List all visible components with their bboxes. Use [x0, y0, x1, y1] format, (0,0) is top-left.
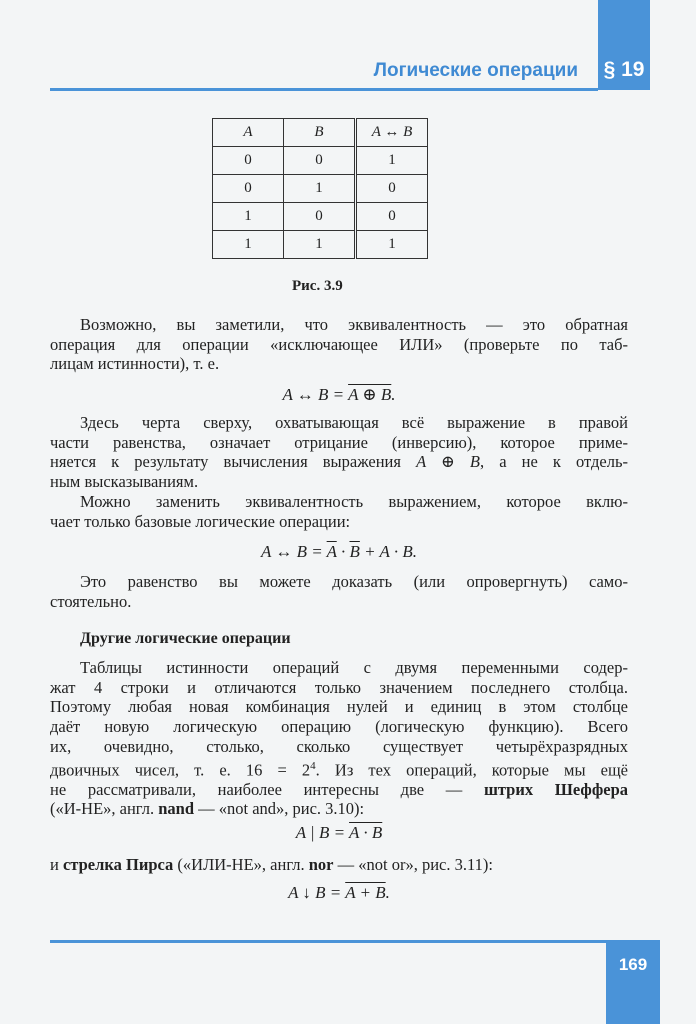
text-line	[50, 737, 628, 757]
section-heading: Другие логические операции	[80, 630, 291, 647]
text-run: .	[385, 883, 390, 902]
bold-term: nand	[158, 799, 194, 819]
text-run: жат 4 строки и отличаются только значением последнего столбца.	[50, 677, 628, 697]
overlined-expression: $\overline{A}$	[326, 542, 337, 561]
paragraph	[50, 492, 628, 531]
table-cell: 1	[284, 175, 356, 203]
table-row	[213, 147, 428, 175]
text-line	[50, 658, 628, 678]
paragraph	[50, 658, 628, 819]
table-cell: 1	[284, 231, 356, 259]
formula	[50, 385, 628, 405]
text-run: Можно заменить эквивалентность выражением, которое вклю-	[80, 492, 628, 511]
paragraph	[50, 413, 628, 492]
table-cell: 0	[213, 147, 284, 175]
text-run: + A · B.	[359, 542, 417, 561]
text-line	[50, 413, 628, 433]
formula	[50, 542, 628, 562]
text-run: стоятельно.	[50, 591, 132, 611]
text-line	[50, 354, 628, 374]
column-header: A ↔ B	[356, 119, 428, 147]
paragraph	[50, 572, 628, 611]
text-run: их, очевидно, столько, сколько существует четырёхразрядных	[50, 736, 628, 756]
text-line	[50, 780, 628, 800]
text-run: («И-НЕ», англ.	[50, 799, 159, 819]
table-row	[213, 175, 428, 203]
superscript: 4	[310, 759, 316, 772]
text-run: части равенства, означает отрицание (инверсию), которое приме-	[50, 432, 628, 452]
text-run: Поэтому любая новая комбинация нулей и единиц в этом столбце	[50, 697, 628, 717]
paragraph	[50, 315, 628, 374]
page-number: 169	[618, 955, 648, 974]
bold-term: штрих Шеффера	[483, 779, 628, 799]
overlined-expression: A + B	[345, 883, 386, 902]
truth-table	[212, 118, 428, 259]
text-line	[50, 697, 628, 717]
formula	[50, 883, 628, 903]
text-run: операция для операции «исключающее ИЛИ» (проверьте по таб-	[50, 334, 628, 354]
text-line	[50, 717, 628, 737]
text-line	[50, 799, 628, 819]
text-run: Таблицы истинности операций с двумя переменными содер-	[80, 658, 628, 677]
text-line	[50, 757, 628, 780]
text-line	[50, 335, 628, 355]
overlined-expression: A ⊕ B	[348, 385, 392, 404]
text-line	[50, 678, 628, 698]
chapter-title: Логические операции	[373, 60, 578, 81]
table-header-row	[213, 119, 428, 147]
text-run: .	[391, 385, 396, 404]
table-cell: 1	[213, 231, 284, 259]
figure-caption: Рис. 3.9	[292, 278, 343, 294]
text-line	[50, 315, 628, 335]
overlined-expression: $\overline{B}$	[349, 542, 360, 561]
table-cell: 1	[356, 231, 428, 259]
text-run: не рассматривали, наиболее интересны две —	[50, 779, 484, 799]
header-rule	[50, 88, 598, 91]
paragraph	[50, 855, 628, 875]
table-row	[213, 203, 428, 231]
table-cell: 1	[213, 203, 284, 231]
text-line	[50, 472, 628, 492]
formula	[50, 823, 628, 843]
text-run: («ИЛИ-НЕ», англ.	[173, 855, 309, 874]
text-run: няется к результату вычисления выражения	[50, 452, 417, 472]
text-run: — «not or», рис. 3.11):	[333, 855, 493, 874]
text-line	[50, 572, 628, 592]
text-run: . Из тех операций, которые мы ещё	[315, 760, 628, 780]
table-cell: 0	[284, 203, 356, 231]
table-row	[213, 231, 428, 259]
text-line	[50, 592, 628, 612]
text-run: , а не к отдель-	[479, 452, 628, 472]
text-run: A | B =	[295, 823, 350, 842]
text-run: ным высказываниям.	[50, 472, 199, 492]
text-run: A ↔ B =	[282, 385, 349, 404]
text-run: ·	[336, 542, 350, 561]
section-number: § 19	[603, 58, 645, 81]
text-run: — «not and», рис. 3.10):	[194, 799, 365, 819]
text-line	[50, 855, 628, 875]
column-header: B	[284, 119, 356, 147]
text-run: и	[50, 855, 63, 874]
text-line	[50, 492, 628, 512]
text-line	[50, 512, 628, 532]
overlined-expression: A · B	[349, 823, 383, 842]
table-cell: 0	[356, 175, 428, 203]
page-number-box	[606, 940, 660, 1024]
bold-term: nor	[308, 855, 334, 874]
table-cell: 0	[356, 203, 428, 231]
text-run: даёт новую логическую операцию (логическую функцию). Всего	[50, 717, 628, 737]
math-inline: A ⊕ B	[416, 452, 480, 472]
text-run: A ↔ B =	[261, 542, 327, 561]
column-header: A	[213, 119, 284, 147]
text-line	[50, 452, 628, 472]
table-cell: 0	[213, 175, 284, 203]
text-run: Возможно, вы заметили, что эквивалентность — это обратная	[80, 315, 628, 334]
table-cell: 0	[284, 147, 356, 175]
bold-term: стрелка Пирса	[62, 855, 174, 874]
text-run: двоичных чисел, т. е. 16 = 2	[50, 760, 311, 780]
text-line	[50, 433, 628, 453]
text-run: A ↓ B =	[288, 883, 346, 902]
text-run: лицам истинности), т. е.	[50, 354, 220, 374]
text-run: чает только базовые логические операции:	[50, 511, 351, 531]
table-cell: 1	[356, 147, 428, 175]
text-run: Здесь черта сверху, охватывающая всё выражение в правой	[80, 413, 628, 432]
footer-rule	[50, 940, 606, 943]
text-run: Это равенство вы можете доказать (или опровергнуть) само-	[80, 572, 628, 591]
